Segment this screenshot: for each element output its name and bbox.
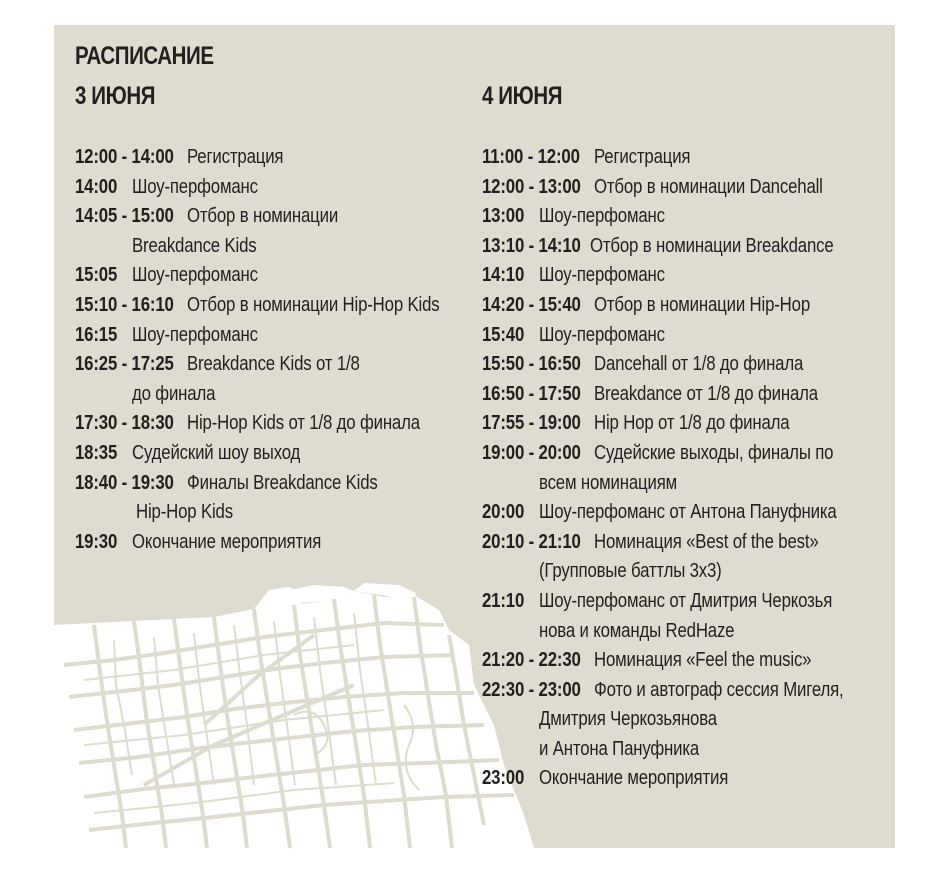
- event-description: Шоу-перфоманс: [132, 264, 258, 287]
- event-description: Судейские выходы, финалы по: [594, 441, 834, 464]
- event-description: Шоу-перфоманс: [539, 264, 665, 287]
- event-description: Номинация «Best of the best»: [594, 530, 819, 553]
- event-time: 18:35: [75, 441, 118, 464]
- event-description: Регистрация: [594, 146, 691, 168]
- event-time: 15:50 - 16:50: [482, 353, 581, 376]
- event-description: Hip Hop от 1/8 до финала: [594, 412, 790, 435]
- event-description: Дмитрия Черкозьянова: [539, 708, 717, 731]
- event-time: 22:30 - 23:00: [482, 678, 581, 701]
- event-time: 12:00 - 14:00: [75, 146, 174, 168]
- event-description: Шоу-перфоманс: [539, 323, 665, 346]
- event-description: Шоу-перфоманс: [539, 205, 665, 228]
- event-description: Шоу-перфоманс от Дмитрия Черкозья: [539, 589, 833, 612]
- event-time: 17:55 - 19:00: [482, 412, 581, 435]
- day-1-date: 3 ИЮНЯ: [75, 82, 156, 110]
- event-description: (Групповые баттлы 3х3): [539, 560, 722, 583]
- event-description: Отбор в номинации: [187, 205, 339, 228]
- event-time: 19:30: [75, 530, 118, 553]
- event-description: Окончание мероприятия: [132, 530, 322, 553]
- event-description: до финала: [132, 382, 216, 405]
- event-description: Отбор в номинации Dancehall: [594, 175, 823, 198]
- event-description: всем номинациям: [539, 471, 678, 494]
- event-description: Breakdance от 1/8 до финала: [594, 382, 818, 405]
- event-description: Регистрация: [187, 146, 284, 168]
- event-description: Отбор в номинации Breakdance: [590, 234, 834, 257]
- event-time: 13:10 - 14:10: [482, 234, 581, 257]
- event-time: 14:10: [482, 264, 525, 287]
- event-description: Hip-Hop Kids от 1/8 до финала: [187, 412, 420, 435]
- event-time: 16:50 - 17:50: [482, 382, 581, 405]
- event-time: 15:05: [75, 264, 118, 287]
- event-time: 15:10 - 16:10: [75, 293, 174, 316]
- event-description: Окончание мероприятия: [539, 767, 729, 790]
- event-time: 12:00 - 13:00: [482, 175, 581, 198]
- event-time: 14:20 - 15:40: [482, 293, 581, 316]
- event-description: Фото и автограф сессия Мигеля,: [594, 678, 844, 701]
- event-description: и Антона Пануфника: [539, 737, 700, 760]
- event-time: 18:40 - 19:30: [75, 471, 174, 494]
- event-time: 11:00 - 12:00: [482, 146, 580, 168]
- event-time: 16:25 - 17:25: [75, 353, 174, 376]
- event-time: 21:10: [482, 589, 525, 612]
- event-time: 17:30 - 18:30: [75, 412, 174, 435]
- event-description: нова и команды RedHaze: [539, 619, 735, 642]
- event-time: 20:10 - 21:10: [482, 530, 581, 553]
- event-time: 20:00: [482, 501, 525, 524]
- event-description: Отбор в номинации Hip-Hop Kids: [187, 293, 440, 316]
- event-description: Номинация «Feel the music»: [594, 649, 812, 672]
- event-description: Breakdance Kids от 1/8: [187, 353, 360, 376]
- event-description: Breakdance Kids: [132, 234, 257, 257]
- event-time: 16:15: [75, 323, 118, 346]
- schedule-card: [54, 25, 895, 848]
- event-description: Судейский шоу выход: [132, 441, 301, 464]
- event-description: Шоу-перфоманс: [132, 175, 258, 198]
- event-description: Шоу-перфоманс от Антона Пануфника: [539, 501, 837, 524]
- event-time: 19:00 - 20:00: [482, 441, 581, 464]
- event-time: 23:00: [482, 767, 525, 790]
- event-time: 15:40: [482, 323, 525, 346]
- event-description: Отбор в номинации Hip-Hop: [594, 293, 810, 316]
- event-description: Финалы Breakdance Kids: [187, 471, 378, 494]
- event-time: 14:05 - 15:00: [75, 205, 174, 228]
- event-time: 13:00: [482, 205, 525, 228]
- event-time: 21:20 - 22:30: [482, 649, 581, 672]
- page-title: РАСПИСАНИЕ: [75, 42, 214, 70]
- day-2-date: 4 ИЮНЯ: [482, 82, 563, 110]
- event-description: Шоу-перфоманс: [132, 323, 258, 346]
- event-time: 14:00: [75, 175, 118, 198]
- event-description: Dancehall от 1/8 до финала: [594, 353, 804, 376]
- event-description: Hip-Hop Kids: [136, 501, 233, 524]
